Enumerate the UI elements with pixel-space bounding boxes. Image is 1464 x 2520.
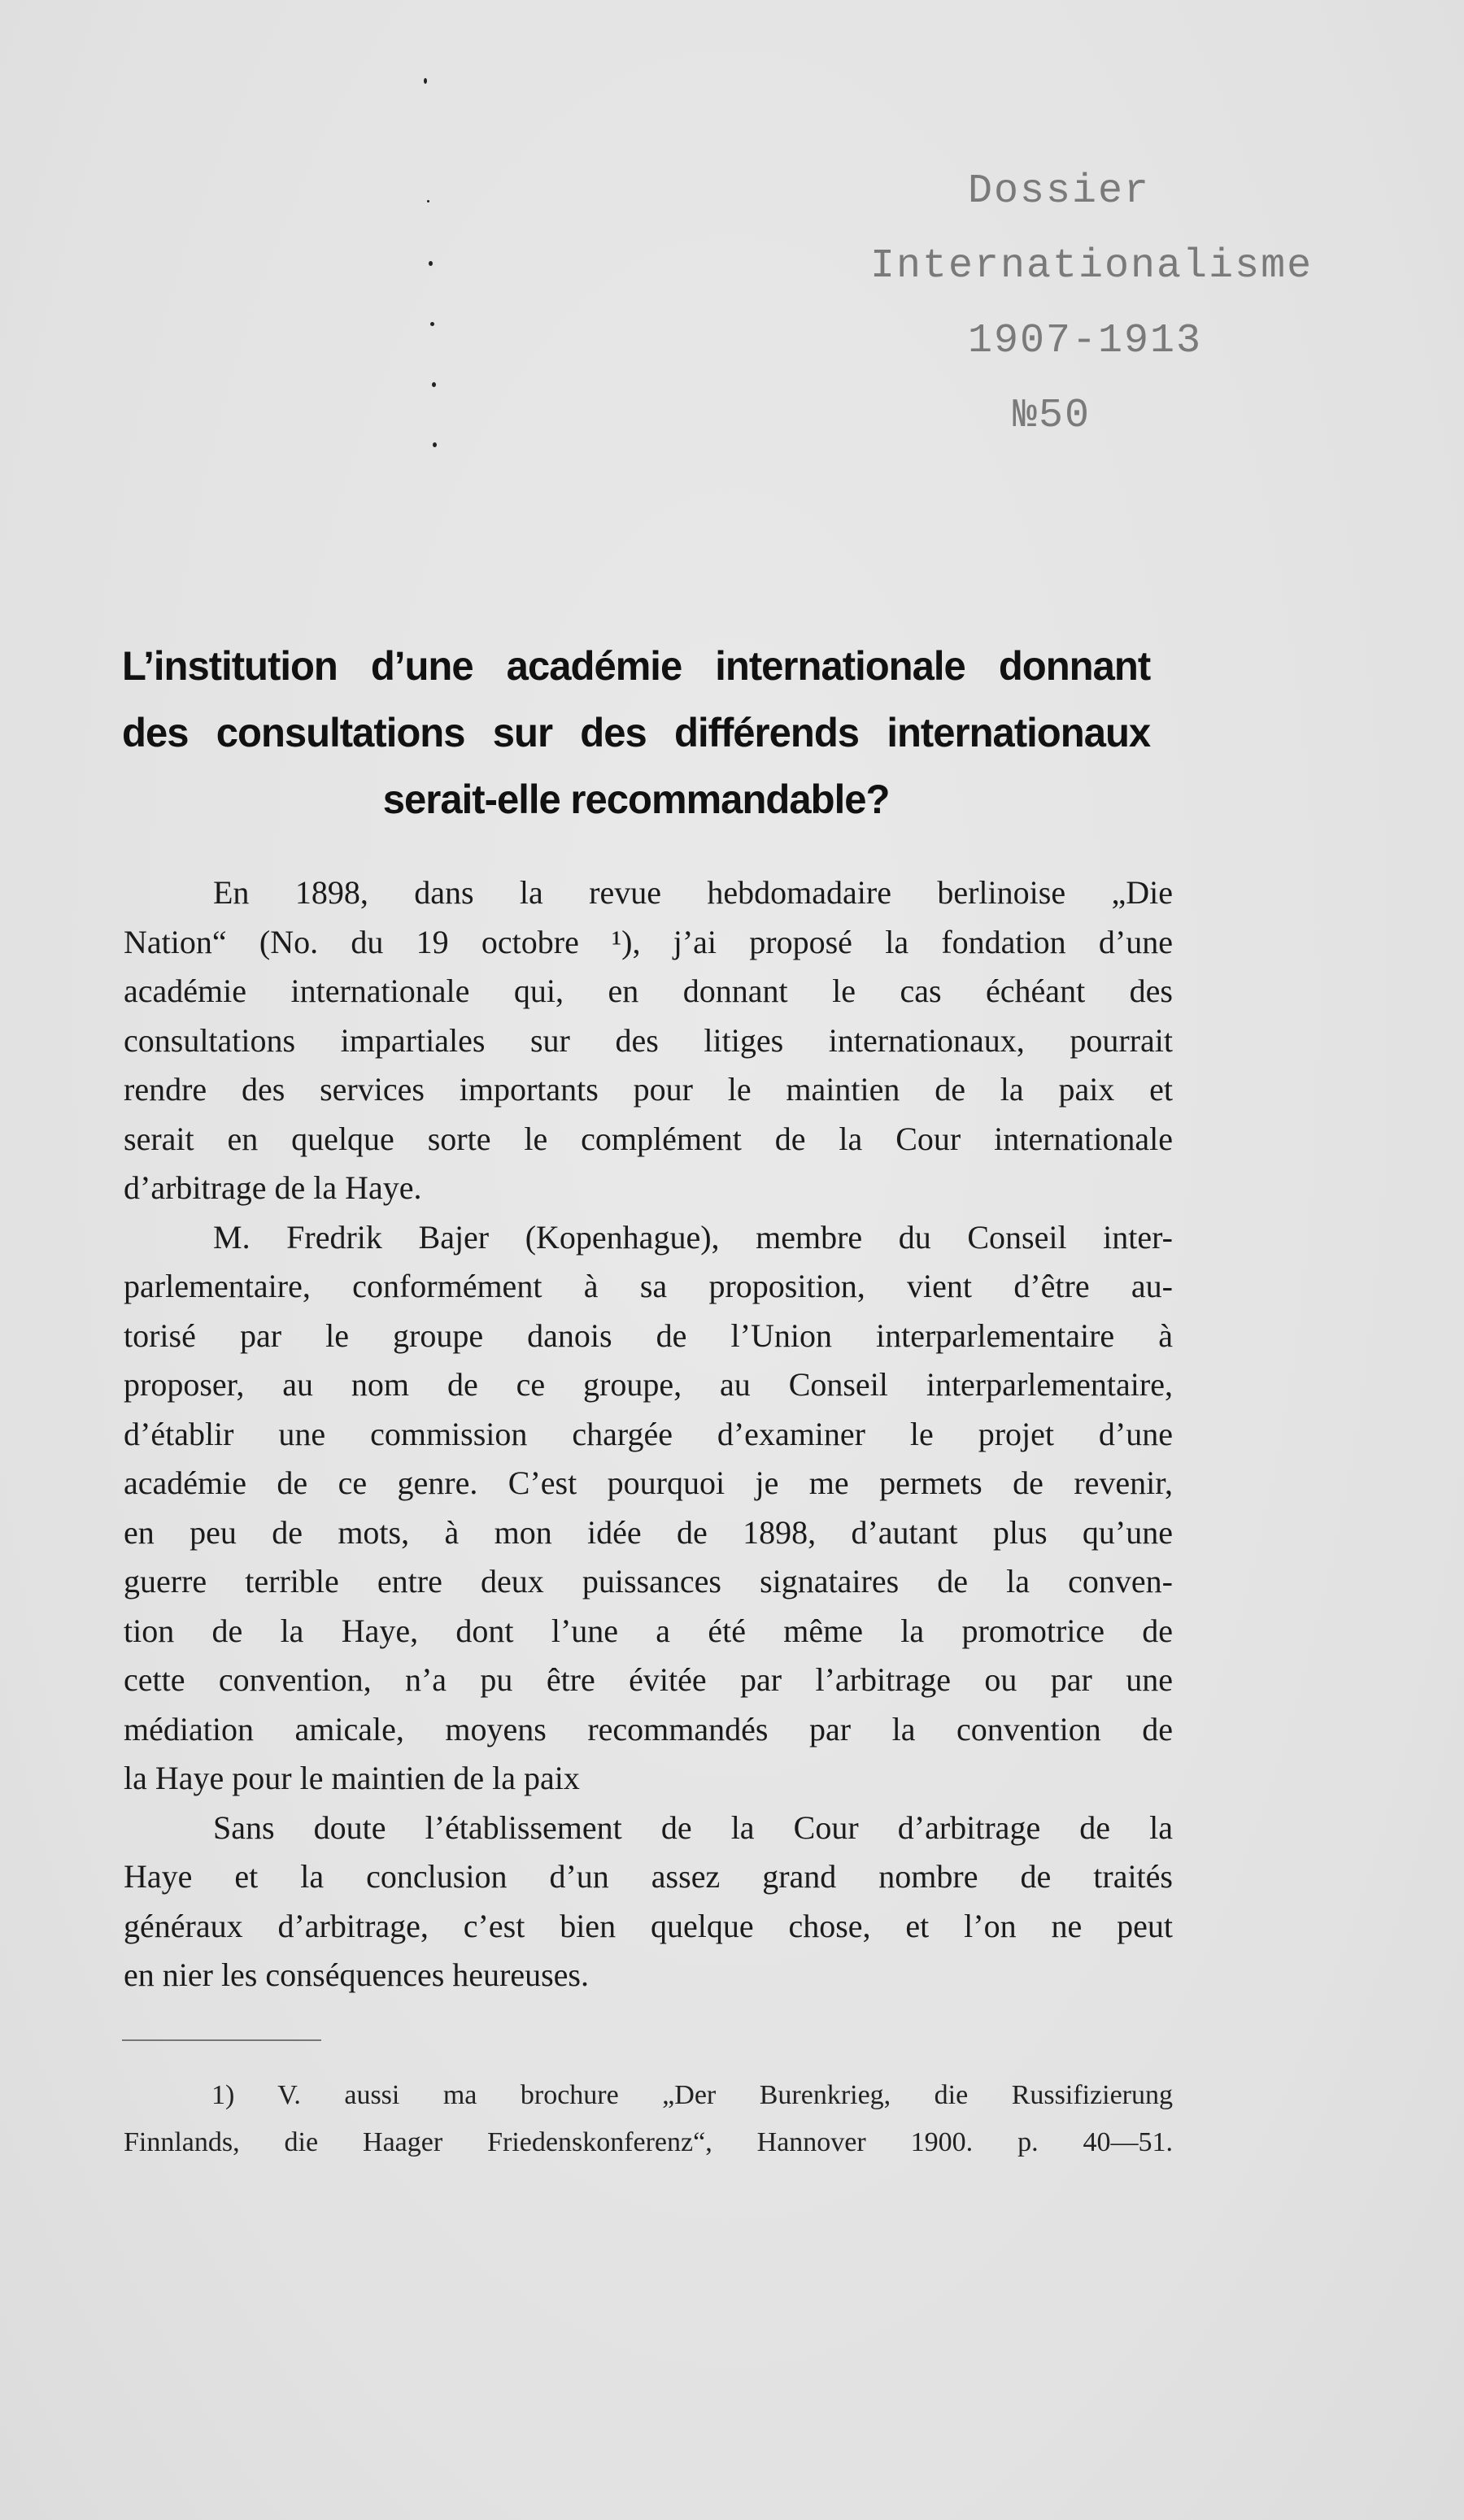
text-line: d’arbitrage de la Haye. bbox=[124, 1169, 422, 1206]
paragraph-3 bbox=[124, 1804, 1173, 2000]
article-body bbox=[124, 868, 1173, 2000]
text-line: la Haye pour le maintien de la paix bbox=[124, 1760, 580, 1796]
archive-stamp bbox=[846, 155, 1366, 454]
article-title bbox=[122, 633, 1171, 833]
text-line: parlementaire, conformément à sa proposition, vient d’être au- bbox=[124, 1268, 1173, 1304]
text-line: académie internationale qui, en donnant le cas échéant des bbox=[124, 973, 1173, 1009]
footnote-divider bbox=[122, 2039, 321, 2041]
footnote-line: Finnlands, die Haager Friedenskonferenz“, Hannover 1900. p. 40—51. bbox=[124, 2127, 1173, 2157]
stamp-number: №50 bbox=[1013, 393, 1091, 439]
text-line: Haye et la conclusion d’un assez grand nombre de traités bbox=[124, 1858, 1173, 1895]
footnote bbox=[124, 2072, 1173, 2166]
stamp-dossier: Dossier bbox=[968, 168, 1151, 215]
stamp-years: 1907-1913 bbox=[968, 318, 1203, 364]
text-line: rendre des services importants pour le maintien de la paix et bbox=[124, 1071, 1173, 1108]
text-line: proposer, au nom de ce groupe, au Conseil interparlementaire, bbox=[124, 1366, 1173, 1403]
title-line: serait-elle recommandable? bbox=[382, 777, 890, 822]
text-line: académie de ce genre. C’est pourquoi je me permets de revenir, bbox=[124, 1465, 1173, 1501]
text-line: cette convention, n’a pu être évitée par l’arbitrage ou par une bbox=[124, 1661, 1173, 1698]
paragraph-1 bbox=[124, 868, 1173, 1213]
text-line: guerre terrible entre deux puissances signataires de la conven- bbox=[124, 1563, 1173, 1599]
footnote-line: 1) V. aussi ma brochure „Der Burenkrieg, die Russifizierung bbox=[211, 2080, 1173, 2110]
title-line: L’institution d’une académie internationale donnant bbox=[122, 643, 1151, 689]
text-line: En 1898, dans la revue hebdomadaire berlinoise „Die bbox=[213, 874, 1173, 911]
text-line: en peu de mots, à mon idée de 1898, d’autant plus qu’une bbox=[124, 1513, 1173, 1551]
stamp-collection: Internationalisme bbox=[870, 243, 1314, 289]
text-line: serait en quelque sorte le complément de la Cour internationale bbox=[124, 1120, 1173, 1157]
text-line: d’établir une commission chargée d’examiner le projet d’une bbox=[124, 1415, 1173, 1452]
text-line: Nation“ (No. du 19 octobre ¹), j’ai proposé la fondation d’une bbox=[124, 923, 1173, 960]
text-line: médiation amicale, moyens recommandés par la convention de bbox=[124, 1710, 1173, 1747]
text-line: en nier les conséquences heureuses. bbox=[124, 1956, 589, 1993]
text-line: consultations impartiales sur des litiges internationaux, pourrait bbox=[124, 1021, 1173, 1059]
paragraph-2 bbox=[124, 1213, 1173, 1804]
text-line: M. Fredrik Bajer (Kopenhague), membre du Conseil inter- bbox=[213, 1218, 1173, 1256]
title-line: des consultations sur des différends internationaux bbox=[122, 710, 1151, 755]
text-line: tion de la Haye, dont l’une a été même la promotrice de bbox=[124, 1612, 1173, 1649]
text-line: généraux d’arbitrage, c’est bien quelque chose, et l’on ne peut bbox=[124, 1907, 1173, 1944]
text-line: Sans doute l’établissement de la Cour d’arbitrage de la bbox=[213, 1808, 1173, 1846]
text-line: torisé par le groupe danois de l’Union interparlementaire à bbox=[124, 1317, 1173, 1354]
